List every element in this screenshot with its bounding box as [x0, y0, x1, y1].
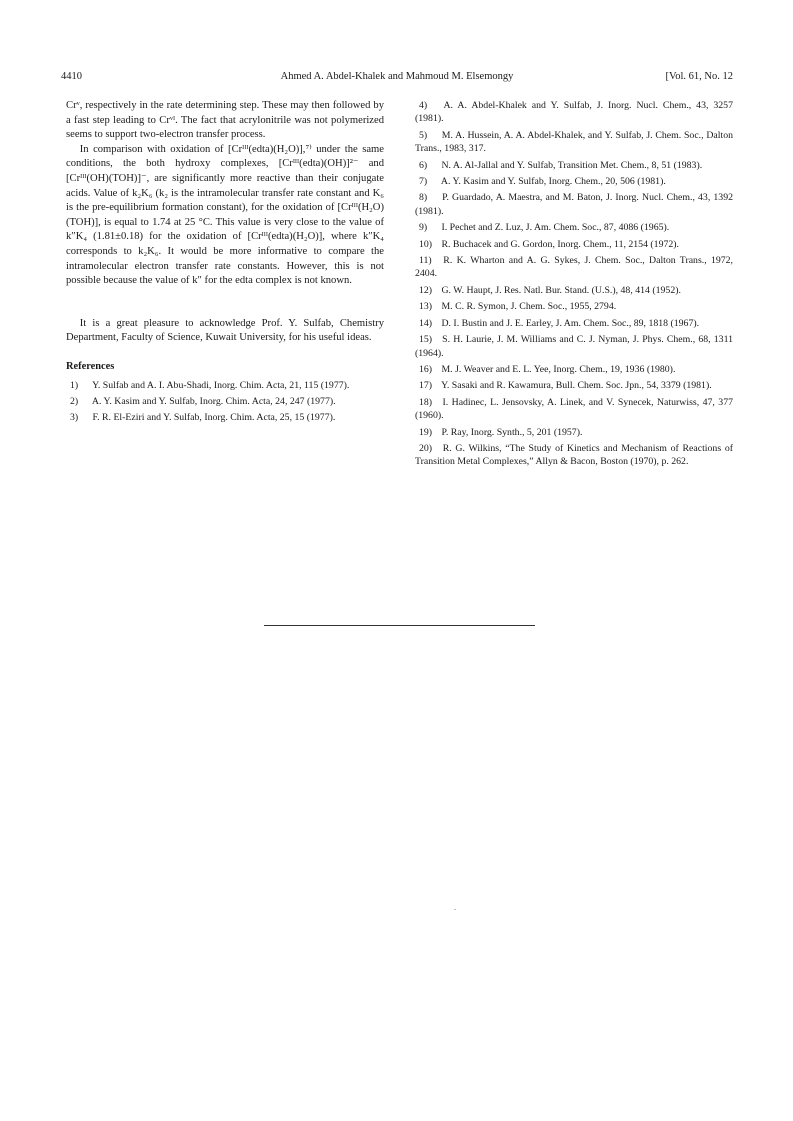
body-paragraph-1: Crᵛ, respectively in the rate determining step. These may then followed by a fast step leading to Crᵛᴵ. The fact that acrylonitrile was not polymerized seems to support two-electron transfer process. [66, 100, 384, 141]
reference-text: R. Buchacek and G. Gordon, Inorg. Chem., 11, 2154 (1972). [441, 238, 679, 250]
reference-text: M. A. Hussein, A. A. Abdel-Khalek, and Y. Sulfab, J. Chem. Soc., Dalton Trans., 1983, 317. [415, 129, 733, 155]
reference-text: Y. Sasaki and R. Kawamura, Bull. Chem. Soc. Jpn., 54, 3379 (1981). [441, 380, 712, 392]
reference-item [415, 442, 733, 469]
reference-number: 2) [70, 395, 79, 407]
reference-number: 12) [419, 284, 433, 296]
reference-item [415, 396, 733, 423]
reference-text: R. G. Wilkins, “The Study of Kinetics and Mechanism of Reactions of Transition Metal Complexes,” Allyn & Bacon, Boston (1970), p. 262. [415, 442, 733, 468]
reference-item [415, 254, 733, 281]
running-header [61, 71, 733, 87]
reference-item [415, 238, 733, 251]
reference-number: 14) [419, 317, 433, 329]
volume-info: [Vol. 61, No. 12 [665, 71, 733, 82]
reference-number: 4) [419, 100, 428, 111]
reference-item [415, 284, 733, 297]
reference-number: 10) [419, 238, 433, 250]
reference-list-right [415, 99, 733, 469]
reference-number: 9) [419, 222, 428, 234]
reference-item [415, 191, 733, 218]
right-column [415, 99, 733, 472]
reference-item [415, 363, 733, 376]
reference-item [415, 99, 733, 126]
references-heading: References [66, 360, 115, 372]
reference-list-left [66, 379, 384, 425]
reference-number: 1) [70, 379, 79, 391]
reference-item [415, 175, 733, 188]
end-rule [264, 625, 535, 626]
reference-item [415, 159, 733, 172]
reference-item [415, 333, 733, 360]
acknowledgment: It is a great pleasure to acknowledge Prof. Y. Sulfab, Chemistry Department, Faculty of Science, Kuwait University, for his useful ideas. [66, 317, 384, 344]
reference-item [415, 426, 733, 439]
reference-item [66, 411, 384, 424]
reference-item [66, 379, 384, 392]
reference-number: 3) [70, 412, 79, 424]
reference-item [415, 221, 733, 234]
reference-number: 8) [419, 192, 428, 204]
reference-text: Y. Sulfab and A. I. Abu-Shadi, Inorg. Chim. Acta, 21, 115 (1977). [92, 379, 350, 391]
page-number: 4410 [61, 71, 82, 82]
reference-number: 5) [419, 129, 428, 141]
reference-item [415, 129, 733, 156]
reference-number: 20) [419, 442, 433, 454]
reference-text: N. A. Al-Jallal and Y. Sulfab, Transition Met. Chem., 8, 51 (1983). [441, 159, 703, 171]
scan-speck [454, 909, 456, 910]
reference-text: P. Ray, Inorg. Synth., 5, 201 (1957). [441, 426, 583, 438]
reference-text: A. Y. Kasim and Y. Sulfab, Inorg. Chim. Acta, 24, 247 (1977). [91, 395, 336, 407]
reference-number: 19) [419, 426, 433, 438]
reference-text: A. A. Abdel-Khalek and Y. Sulfab, J. Inorg. Nucl. Chem., 43, 3257 (1981). [415, 100, 733, 125]
reference-text: M. C. R. Symon, J. Chem. Soc., 1955, 2794. [441, 301, 617, 313]
reference-number: 18) [419, 396, 433, 408]
reference-text: A. Y. Kasim and Y. Sulfab, Inorg. Chem., 20, 506 (1981). [440, 176, 666, 188]
reference-number: 16) [419, 363, 433, 375]
reference-number: 11) [419, 255, 432, 267]
reference-item [415, 300, 733, 313]
reference-text: I. Hadinec, L. Jensovsky, A. Linek, and V. Synecek, Naturwiss, 47, 377 (1960). [415, 396, 733, 422]
left-column [66, 99, 384, 428]
reference-text: D. I. Bustin and J. E. Earley, J. Am. Chem. Soc., 89, 1818 (1967). [441, 317, 700, 329]
running-authors: Ahmed A. Abdel-Khalek and Mahmoud M. Elsemongy [280, 71, 514, 82]
reference-text: I. Pechet and Z. Luz, J. Am. Chem. Soc., 87, 4086 (1965). [441, 222, 670, 234]
reference-item [415, 317, 733, 330]
reference-item [415, 379, 733, 392]
reference-text: M. J. Weaver and E. L. Yee, Inorg. Chem., 19, 1936 (1980). [441, 363, 676, 375]
body-paragraph-2: In comparison with oxidation of [Crᴵᴵᴵ(edta)(H₂O)],⁷⁾ under the same conditions, the both hydroxy complexes, [Crᴵᴵᴵ(edta)(OH)]²⁻ and [Crᴵᴵᴵ(OH)(TOH)]⁻, are significantly more reactive than their conjugate acids. Value of k₂K₆ (k₂ is the intramolecular transfer rate constant and K₆ is the pre-equilibrium formation constant), for the oxidation of [Crᴵᴵᴵ(H₂O)(TOH)], is equal to 1.74 at 25 °C. This value is very close to the value of k″K₄ (1.81±0.18) for the oxidation of [Crᴵᴵᴵ(edta)(H₂O)], where k″K₄ corresponds to k₂K₆. It would be more informative to compare the intramolecular electron transfer rate constants. However, this is not possible because the value of k″ for the edta complex is not known. [66, 143, 384, 287]
reference-number: 15) [419, 334, 433, 346]
reference-number: 7) [419, 176, 428, 188]
reference-text: S. H. Laurie, J. M. Williams and C. J. Nyman, J. Phys. Chem., 68, 1311 (1964). [415, 334, 733, 359]
reference-text: F. R. El-Eziri and Y. Sulfab, Inorg. Chim. Acta, 25, 15 (1977). [92, 412, 336, 424]
reference-text: R. K. Wharton and A. G. Sykes, J. Chem. Soc., Dalton Trans., 1972, 2404. [415, 255, 733, 280]
reference-text: G. W. Haupt, J. Res. Natl. Bur. Stand. (U.S.), 48, 414 (1952). [441, 284, 681, 296]
reference-number: 13) [419, 301, 433, 313]
reference-item [66, 395, 384, 408]
reference-text: P. Guardado, A. Maestra, and M. Baton, J. Inorg. Nucl. Chem., 43, 1392 (1981). [415, 192, 733, 217]
reference-number: 17) [419, 380, 433, 392]
reference-number: 6) [419, 159, 428, 171]
